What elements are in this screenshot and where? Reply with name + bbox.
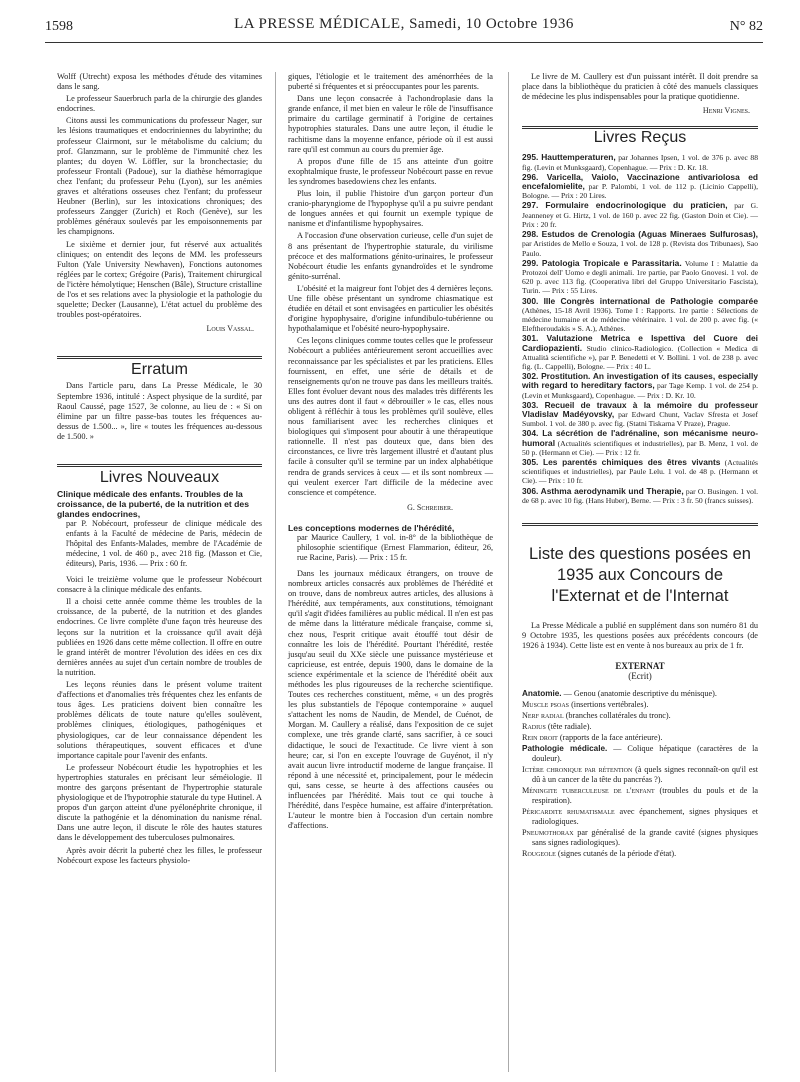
header-rule bbox=[45, 42, 763, 43]
question-topic: Muscle psoas bbox=[522, 700, 570, 710]
received-book-title: 300. IIIe Congrès international de Pathologie comparée bbox=[522, 295, 758, 306]
externat-heading: EXTERNAT bbox=[615, 661, 665, 672]
paragraph: Le professeur Nobécourt étudie les hypotrophies et les hypertrophies staturales en précisant leur séméiologie. Il montre des garçons présentant de l'hypertrophie staturale physiologique et de l'hypotrophie staturale du type Hutinel. A propos d'un garçon atteint d'une pyélonéphrite chronique, il discute la pathogénie et la dénomination du nanisme rénal. Dans une autre leçon, il discute le rôle des hautes statures dans le développement des tuberculoses pulmonaires. bbox=[57, 762, 262, 843]
received-book-item bbox=[522, 429, 758, 457]
book-meta: par Maurice Caullery, 1 vol. in-8° de la bibliothèque de philosophie scientifique (Ernest Flammarion, éditeur, 26, rue Racine, Paris). — Prix : 15 fr. bbox=[297, 532, 493, 562]
paragraph: Citons aussi les communications du professeur Nager, sur les lésions traumatiques et endocriniennes du labyrinthe; du professeur Clairmont, sur le métabolisme du calcium; du prof. Glanzmann, sur le problème de l'immunité chez les plantes; du doyen W. Löffler, sur la bronchectasie; du professeur Frontali (Padoue), sur la diathèse hémorragique chez l'enfant; du professeur Pehu (Lyon), sur les anémies graves et altérations osseuses chez l'enfant; du professeur Heubner (Berlin), sur les intoxications chroniques; des professeurs Zangger (Zurich) et Roch (Genève), sur les problèmes généraux soulevés par les empoisonnements par les champignons. bbox=[57, 116, 262, 237]
question-text: (branches collatérales du tronc). bbox=[563, 711, 671, 721]
question-text: (signes cutanés de la période d'état). bbox=[555, 849, 677, 859]
paragraph: Le livre de M. Caullery est d'un puissant intérêt. Il doit prendre sa place dans la bibliothèque du praticien à côté des manuels classiques de médecine les plus indispensables pour la pratique quotidienne. bbox=[522, 72, 758, 102]
question-text: (troubles du pouls et de la respiration). bbox=[532, 786, 758, 806]
received-book-details: par O. Busingen. 1 vol. de 68 p. avec 10 fig. (Hans Huber), Berne. — Prix : 3 fr. 50 (francs suisses). bbox=[522, 486, 758, 505]
paragraph: Wolff (Utrecht) exposa les méthodes d'étude des vitamines dans le sang. bbox=[57, 72, 262, 92]
page-header bbox=[45, 16, 763, 42]
question-item bbox=[522, 786, 758, 806]
column-divider bbox=[508, 72, 509, 1072]
received-book-title: 306. Asthma aerodynamik und Therapie, bbox=[522, 485, 684, 496]
received-book-details: par Aristides de Mello e Souza, 1 vol. de 128 p. (Revista dos Tribunaes), Sao Paulo. bbox=[522, 239, 758, 258]
received-book-title: 296. Varicella, Vaiolo, Vaccinazione antivariolosa ed encefalomielite, bbox=[522, 171, 758, 192]
question-item bbox=[522, 700, 758, 710]
received-book-details: (Actualités scientifiques et industrielles), par Paule Lelu. 1 vol. de 48 p. (Hermann et Cie). — Prix : 10 fr. bbox=[522, 457, 758, 486]
question-item bbox=[522, 744, 758, 764]
question-topic: Rein droit bbox=[522, 733, 558, 743]
received-book-title: 295. Hauttemperaturen, bbox=[522, 152, 616, 163]
erratum-heading: Erratum bbox=[57, 356, 262, 375]
received-book-details: Volume I : Malattie da Protozoi dell' Uomo e degli animali. 1re partie, par Paolo Gnovesi. 1 vol. de 620 p. avec 113 fig. (Cooperativa libri del Gruppo Universitario Fascista), Turin. — Prix : 55 Lires. bbox=[522, 258, 758, 296]
received-books-list bbox=[522, 153, 758, 505]
received-book-item bbox=[522, 334, 758, 371]
received-book-title: 304. La sécrétion de l'adrénaline, son mécanisme neuro-humoral bbox=[522, 428, 758, 448]
received-book-details: Studio clinico-Radiologico. (Collection « Medica di Attualità scientifiche »), par P. Benedetti et V. Bollini. 1 vol. de 238 p. avec fig. (L. Cappelli), Bologne. — Prix : 40 L. bbox=[522, 343, 758, 371]
question-text: (insertions vertébrales). bbox=[569, 700, 649, 710]
column-divider bbox=[275, 72, 276, 1072]
question-topic: Pneumothorax bbox=[522, 828, 574, 838]
received-book-item bbox=[522, 487, 758, 505]
book-title: Clinique médicale des enfants. Troubles de la croissance, de la puberté, de la nutrition et des glandes endocrines, bbox=[57, 489, 249, 520]
received-book-title: 298. Estudos de Crenologia (Aguas Mineraes Sulfurosas), bbox=[522, 229, 758, 240]
question-topic: Péricardite rhumatismale bbox=[522, 807, 615, 817]
paragraph: Après avoir décrit la puberté chez les filles, le professeur Nobécourt expose les facteurs physiolo- bbox=[57, 845, 262, 865]
questions-list bbox=[522, 689, 758, 859]
received-book-details: (Athènes, 15-18 Avril 1936). Tome I : Rapports. 1re partie : Sélections de médecine humaine et de médecine vétérinaire. 1 vol. de 200 p. avec fig. (« Eleftheroudakis » S. A.), Athènes. bbox=[522, 305, 758, 334]
question-text: (tête radiale). bbox=[545, 722, 592, 732]
paragraph: giques, l'étiologie et le traitement des aménorrhées de la puberté si fréquentes et si préoccupantes pour les parents. bbox=[288, 72, 493, 92]
question-topic: Radius bbox=[522, 722, 546, 732]
paragraph: La Presse Médicale a publié en supplément dans son numéro 81 du 9 Octobre 1935, les questions posées aux précédents concours (de 1926 à 1934). Cette liste est en vente à nos bureaux au prix de 1 fr. bbox=[522, 620, 758, 651]
received-book-details: (Actualités scientifiques et industrielles), par B. Menz, 1 vol. de 50 p. (Hermann et Cie). — Prix : 12 fr. bbox=[522, 438, 758, 457]
column-1 bbox=[57, 72, 262, 868]
question-item bbox=[522, 765, 758, 785]
received-book-item bbox=[522, 458, 758, 486]
question-item bbox=[522, 711, 758, 721]
paragraph: A propos d'une fille de 15 ans atteinte d'un goitre exophtalmique fruste, le professeur Nobécourt passe en revue les syndromes basedowiens chez les enfants. bbox=[288, 156, 493, 186]
paragraph: Le sixième et dernier jour, fut réservé aux actualités cliniques; on entendit des leçons de MM. les professeurs Fulton (Yale University Newhaven), Fonctions autonomes réglées par le cortex; Grégoire (Paris), Traitement chirurgical de l'ictère hémolytique; Henschen (Bâle), Structure cristalline de l'os et ses relations avec la physiologie et la pathologie du squelette; Decker (Lausanne), L'état actuel du problème des troubles post-opératoires. bbox=[57, 239, 262, 320]
question-text: avec épanchement, signes physiques et radiologiques. bbox=[532, 807, 759, 827]
received-book-item bbox=[522, 173, 758, 201]
received-book-details: par Johannes Ipsen, 1 vol. de 376 p. avec 88 fig. (Levin et Munksgaard), Copenhague. — Prix : D. Kr. 18. bbox=[522, 153, 758, 172]
question-text: (rapports de la face antérieure). bbox=[557, 733, 663, 743]
paragraph: Plus loin, il publie l'histoire d'un garçon porteur d'un cranio-pharyngiome de l'hypophyse qu'il a pu suivre pendant de longues années et qui fournit un exemple typique de nanisme et d'infantilisme hypophysaires. bbox=[288, 189, 493, 229]
journal-title: LA PRESSE MÉDICALE, Samedi, 10 Octobre 1936 bbox=[234, 16, 574, 32]
received-book-details: par G. Jeanneney et G. Hirtz, 1 vol. de 160 p. avec 22 fig. (Gaston Doin et Cie). — Prix : 20 fr. bbox=[522, 201, 758, 229]
paragraph: Dans une leçon consacrée à l'achondroplasie dans la grande enfance, il met bien en valeur le rôle de l'insuffisance primaire du cartilage germinatif à l'origine de certaines hypotrophies staturales. Dans une autre leçon, il étudie le rachitisme dans la moyenne enfance, période où il est aussi rare qu'il est commun au cours du premier âge. bbox=[288, 94, 493, 154]
question-item bbox=[522, 849, 758, 859]
received-book-details: par Tage Kemp. 1 vol. de 254 p. (Levin et Munksgaard), Copenhague. — Prix : D. Kr. 10. bbox=[522, 381, 758, 400]
livres-nouveaux-heading: Livres Nouveaux bbox=[57, 464, 262, 483]
issue-number: N° 82 bbox=[729, 19, 763, 34]
paragraph: Les leçons réunies dans le présent volume traitent d'affections et d'anomalies très fréquentes chez les enfants de tous âges. Les praticiens doivent bien connaître les problèmes délicats de toute nature qu'elles soulèvent, problèmes cliniques, étiologiques, pathogéniques et physiologiques, car de leur connaissance dépendent les solutions thérapeutiques, souvent efficaces et d'une importance capitale pour l'avenir des enfants. bbox=[57, 680, 262, 760]
question-topic: Méningite tuberculeuse de l'enfant bbox=[522, 786, 655, 796]
erratum-text: Dans l'article paru, dans La Presse Médicale, le 30 Septembre 1936, intitulé : Aspect physique de la surdité, par Raoul Caussé, page 1527, 3e colonne, au lieu de : « Si on élimine par un filtre passe-bas toutes les fréquences au-dessus de 1.500... », lire « toutes les fréquences au-dessous de 1.500. » bbox=[57, 381, 262, 441]
question-text: (à quels signes reconnaît-on qu'il est dû à un cancer de la tête du pancréas ?). bbox=[532, 765, 758, 785]
paragraph: Le professeur Sauerbruch parla de la chirurgie des glandes endocrines. bbox=[57, 94, 262, 114]
paragraph: Ces leçons cliniques comme toutes celles que le professeur Nobécourt a publiées antérieurement seront accueillies avec reconnaissance par les spécialistes et par les praticiens. Elles fournissent, en effet, une série de détails et de renseignements qu'on ne trouve pas dans les meilleurs traités. Elles font évoluer devant nous des malades très différents les uns des autres dont il faut « débrouiller » le cas, elles nous obligent à réfléchir à tous les problèmes qu'il soulève, elles nous familiarisent avec les recherches cliniques et biologiques qui s'imposent pour aboutir à une thérapeutique rationnelle. Il n'est pas douteux que, dans bien des circonstances, ce livre très largement illustré et d'autant plus facile à consulter qu'il se termine par un index alphabétique rendra de grands services à ceux — et ils sont nombreux — qui veulent exercer l'art difficile de la médecine avec conscience et compétence. bbox=[288, 336, 493, 497]
received-book-title: 302. Prostitution. An investigation of its causes, especially with regard to hereditary factors, bbox=[522, 371, 758, 391]
received-book-title: 299. Patologia Tropicale e Parassitaria. bbox=[522, 257, 682, 268]
question-topic: Anatomie. bbox=[522, 689, 562, 699]
received-book-title: 305. Les parentés chimiques des êtres vivants bbox=[522, 456, 721, 467]
question-text: par généralisé de la grande cavité (signes physiques sans signes radiologiques). bbox=[532, 828, 758, 848]
question-topic: Rougeole bbox=[522, 849, 556, 859]
question-topic: Pathologie médicale. bbox=[522, 744, 608, 754]
livres-recus-heading: Livres Reçus bbox=[522, 126, 758, 143]
received-book-title: 303. Recueil de travaux à la mémoire du professeur Vladislav Madéyovsky, bbox=[522, 399, 758, 419]
book-title: Les conceptions modernes de l'hérédité, bbox=[288, 522, 455, 533]
question-text: — Colique hépatique (caractères de la douleur). bbox=[532, 744, 758, 764]
author-signature: Louis Vassal. bbox=[206, 324, 254, 334]
received-book-title: 301. Valutazione Metrica e Ispettiva del Cuore dei Cardiopazienti. bbox=[522, 333, 758, 353]
received-book-item bbox=[522, 201, 758, 229]
received-book-item bbox=[522, 372, 758, 400]
question-item bbox=[522, 689, 758, 699]
question-item bbox=[522, 828, 758, 848]
received-book-item bbox=[522, 297, 758, 334]
received-book-item bbox=[522, 230, 758, 258]
received-book-item bbox=[522, 401, 758, 429]
paragraph: Voici le treizième volume que le professeur Nobécourt consacre à la clinique médicale des enfants. bbox=[57, 575, 262, 595]
ecrit-heading: (Ecrit) bbox=[628, 671, 652, 682]
question-text: — Genou (anatomie descriptive du ménisque). bbox=[561, 689, 717, 699]
question-topic: Ictère chronique par rétention bbox=[522, 765, 633, 775]
received-book-title: 297. Formulaire endocrinologique du praticien, bbox=[522, 200, 728, 211]
question-item bbox=[522, 722, 758, 732]
received-book-details: par Edward Chunt, Vaclav Sfresta et Josef Sumbol. 1 vol. de 380 p. avec fig. (Statni Tiskarna V Praze), Prague. bbox=[522, 409, 758, 429]
liste-questions-heading: Liste des questions posées en 1935 aux Concours de l'Externat et de l'Internat bbox=[522, 523, 758, 607]
author-signature: G. Schreiber. bbox=[407, 502, 453, 512]
column-3 bbox=[522, 72, 758, 860]
column-2 bbox=[288, 72, 493, 833]
question-item bbox=[522, 807, 758, 827]
page-number: 1598 bbox=[45, 19, 73, 34]
paragraph: A l'occasion d'une observation curieuse, celle d'un sujet de 8 ans présentant de l'hypertrophie staturale, du virilisme précoce et des malformations génito-urinaires, le professeur Nobécourt étudie les enfants gynandroïdes et le syndrome génito-surrénal. bbox=[288, 231, 493, 281]
book-meta: par P. Nobécourt, professeur de clinique médicale des enfants à la Faculté de médecine de Paris, médecin de l'hôpital des Enfants-Malades, membre de l'Académie de médecine, 1 vol. de 460 p., avec 218 fig. (Masson et Cie, éditeurs), Paris, 1936. — Prix : 60 fr. bbox=[66, 519, 262, 569]
question-item bbox=[522, 733, 758, 743]
received-book-item bbox=[522, 153, 758, 171]
author-signature: Henri Vignes. bbox=[702, 106, 750, 116]
received-book-item bbox=[522, 259, 758, 296]
received-book-details: par P. Palombi, 1 vol. de 112 p. (Licinio Cappelli), Bologne. — Prix : 20 Lires. bbox=[522, 182, 758, 201]
paragraph: Dans les journaux médicaux étrangers, on trouve de nombreux articles consacrés aux problèmes de l'hérédité et on trouve, dans de nombreux autres articles, des allusions à l'hérédité, aux tempéraments, aux constitutions, témoignant qu'il s'agit d'idées familières au public médical. Il n'en est pas de même dans la littérature médicale française, comme si, chez nous, l'esprit critique avait étouffé tout désir de connaître les lois de l'hérédité. Pourtant l'hérédité, restée jusqu'au seuil du XXe siècle une puissance mystérieuse et capricieuse, est entrée, depuis 1900, dans le domaine de la science expérimentale et la science de l'hérédité obéit aux méthodes les plus rigoureuses de la recherche scientifique. Toutes ces recherches constituent, même, « un des progrès les plus substantiels de l'époque contemporaine » auquel s'attachent les noms de Naudin, de Mendel, de Cuénot, de Morgan. M. Caullery a réalisé, dans l'exposition de ce sujet complexe, une très grande clarté, sans sacrifier, à ce souci didactique, le souci de l'exactitude. Ce livre vient à son heure; car, si l'on en excepte l'ouvrage de Guyénot, il n'y avait aucun livre introductif moderne de langue française. Il répond à une nécessité et, principalement, pour le médecin qui, sans cesse, se heurte à des affections causées ou influencées par l'hérédité. Mais tout ce qui touche à l'hérédité, dans l'espèce humaine, est affaire d'interprétation. L'auteur le montre bien à l'occasion d'un certain nombre d'affections. bbox=[288, 568, 493, 831]
question-topic: Nerf radial bbox=[522, 711, 564, 721]
paragraph: Il a choisi cette année comme thème les troubles de la croissance, de la puberté, de la nutrition et des glandes endocrines. Ce livre complète d'une façon très heureuse des leçons sur la nutrition et la croissance qu'il avait déjà publiées en 1926 dans cette même collection. Il offre en outre le grand intérêt de montrer l'évolution des idées en ces dix dernières années au sujet d'un certain nombre de troubles de la nutrition. bbox=[57, 597, 262, 677]
paragraph: L'obésité et la maigreur font l'objet des 4 dernières leçons. Une fille obèse présentant un syndrome chiasmatique est étudiée en détail et sont envisagées en particulier les obésités d'origine hypophysaire, d'origine infundibulo-tubérienne ou hypothalamique et l'obésité neuro-hypophysaire. bbox=[288, 283, 493, 334]
